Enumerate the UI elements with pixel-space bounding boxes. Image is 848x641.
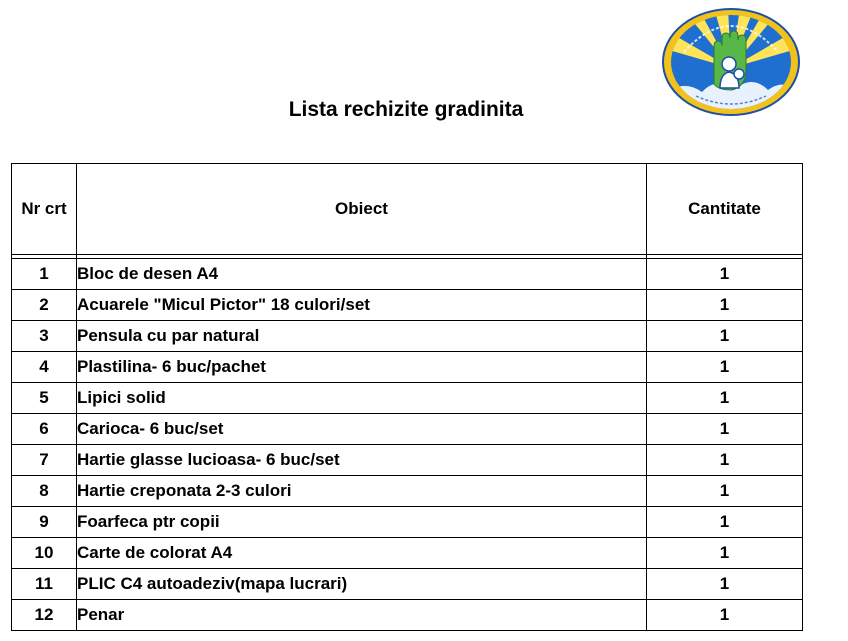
row-object: Lipici solid [77,383,647,414]
row-quantity: 1 [647,507,803,538]
row-object: Bloc de desen A4 [77,259,647,290]
row-number: 12 [12,600,77,631]
row-object: Acuarele "Micul Pictor" 18 culori/set [77,290,647,321]
row-quantity: 1 [647,476,803,507]
row-quantity: 1 [647,538,803,569]
table-row [12,569,803,600]
row-number: 7 [12,445,77,476]
table-row [12,507,803,538]
row-quantity: 1 [647,600,803,631]
table-body [12,259,803,631]
row-quantity: 1 [647,259,803,290]
header-nr: Nr crt [12,164,77,255]
row-quantity: 1 [647,352,803,383]
document-title: Lista rechizite gradinita [288,98,524,121]
row-quantity: 1 [647,445,803,476]
row-object: PLIC C4 autoadeziv(mapa lucrari) [77,569,647,600]
table-row [12,321,803,352]
row-quantity: 1 [647,569,803,600]
table-row [12,290,803,321]
row-number: 8 [12,476,77,507]
row-object: Hartie glasse lucioasa- 6 buc/set [77,445,647,476]
row-quantity: 1 [647,414,803,445]
header-quantity: Cantitate [647,164,803,255]
table-row [12,476,803,507]
row-quantity: 1 [647,290,803,321]
row-object: Hartie creponata 2-3 culori [77,476,647,507]
row-object: Penar [77,600,647,631]
row-object: Plastilina- 6 buc/pachet [77,352,647,383]
table-row [12,538,803,569]
row-quantity: 1 [647,383,803,414]
row-object: Carte de colorat A4 [77,538,647,569]
row-object: Foarfeca ptr copii [77,507,647,538]
table-header-row [12,164,803,255]
table-row [12,259,803,290]
row-number: 2 [12,290,77,321]
row-number: 10 [12,538,77,569]
row-number: 5 [12,383,77,414]
row-number: 4 [12,352,77,383]
row-number: 1 [12,259,77,290]
supplies-table [11,163,803,631]
table-row [12,445,803,476]
table-row [12,600,803,631]
row-number: 6 [12,414,77,445]
row-number: 3 [12,321,77,352]
header-object: Obiect [77,164,647,255]
row-quantity: 1 [647,321,803,352]
row-number: 11 [12,569,77,600]
table-row [12,352,803,383]
row-object: Pensula cu par natural [77,321,647,352]
table-row [12,414,803,445]
row-number: 9 [12,507,77,538]
row-object: Carioca- 6 buc/set [77,414,647,445]
table-row [12,383,803,414]
